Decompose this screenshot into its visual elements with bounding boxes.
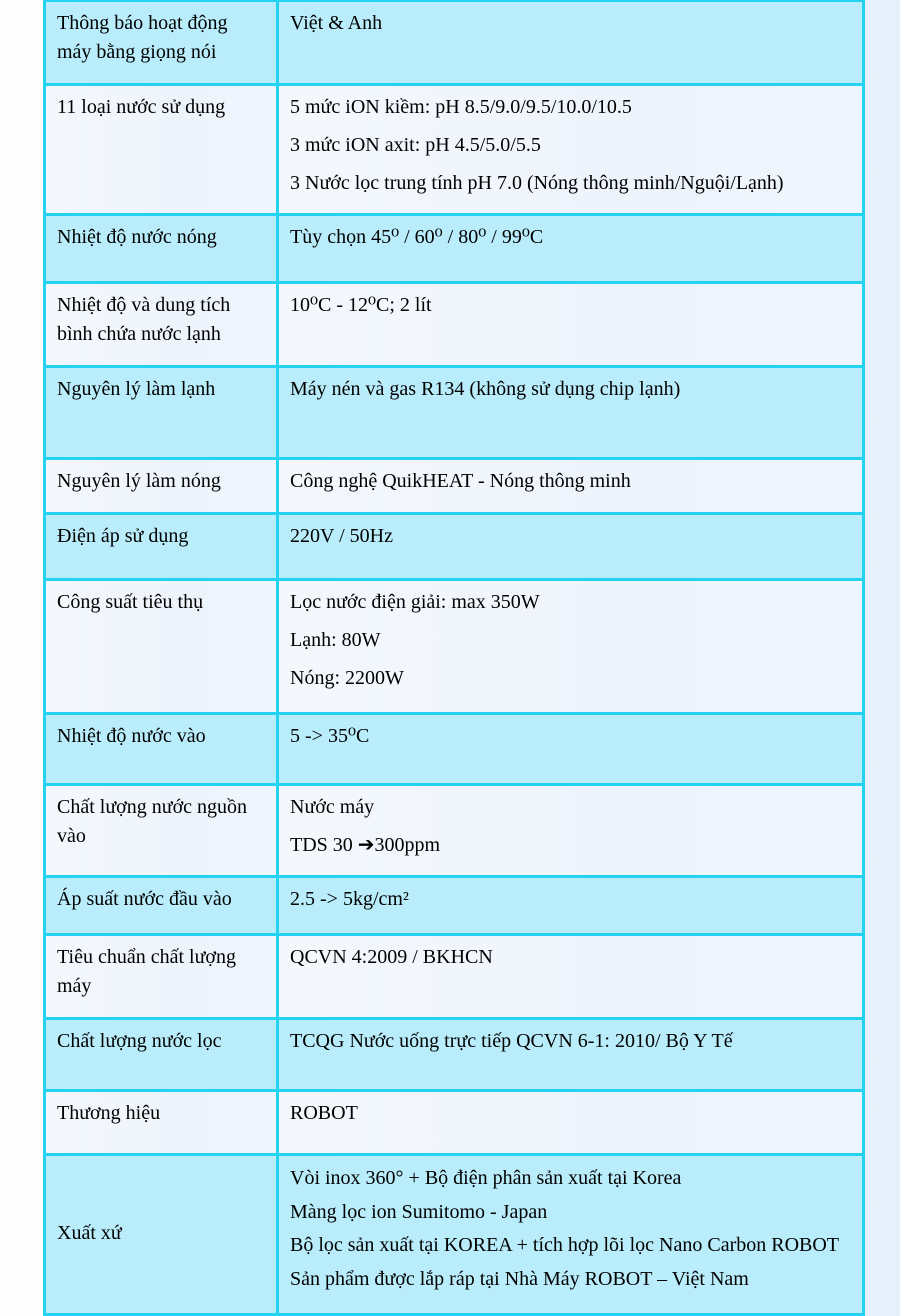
spec-label-cell bbox=[46, 2, 279, 83]
spec-value: Máy nén và gas R134 (không sử dụng chip lạnh) bbox=[290, 378, 681, 400]
spec-label-cell bbox=[46, 1092, 279, 1153]
spec-value-cell bbox=[279, 786, 862, 875]
spec-label-cell bbox=[46, 1156, 279, 1313]
spec-value-cell bbox=[279, 878, 862, 933]
spec-label: Nhiệt độ nước vào bbox=[57, 725, 206, 747]
spec-value: Nóng: 2200W bbox=[290, 667, 404, 689]
spec-value: 5 -> 35⁰C bbox=[290, 725, 370, 747]
spec-row-machine-quality-standard bbox=[46, 933, 862, 1017]
spec-value-cell bbox=[279, 86, 862, 213]
spec-label: Chất lượng nước lọc bbox=[57, 1030, 222, 1052]
spec-label: Nhiệt độ và dung tích bình chứa nước lạnh bbox=[57, 294, 231, 345]
spec-label-cell bbox=[46, 786, 279, 875]
spec-row-cold-tank bbox=[46, 281, 862, 365]
spec-row-inlet-temperature bbox=[46, 712, 862, 783]
spec-value-cell bbox=[279, 216, 862, 281]
spec-row-brand bbox=[46, 1089, 862, 1153]
spec-value: Vòi inox 360° + Bộ điện phân sản xuất tại Korea bbox=[290, 1167, 682, 1189]
spec-label: Điện áp sử dụng bbox=[57, 525, 189, 547]
spec-value: Tùy chọn 45⁰ / 60⁰ / 80⁰ / 99⁰C bbox=[290, 226, 544, 248]
spec-label-cell bbox=[46, 368, 279, 457]
spec-value: QCVN 4:2009 / BKHCN bbox=[290, 946, 493, 968]
spec-label-cell bbox=[46, 515, 279, 578]
spec-label-cell bbox=[46, 284, 279, 365]
spec-label: Chất lượng nước nguồn vào bbox=[57, 796, 248, 847]
spec-label: Công suất tiêu thụ bbox=[57, 591, 204, 613]
spec-row-source-water-quality bbox=[46, 783, 862, 875]
spec-label: Nguyên lý làm nóng bbox=[57, 470, 221, 492]
spec-value: ROBOT bbox=[290, 1102, 358, 1124]
spec-value-cell bbox=[279, 1092, 862, 1153]
spec-label-cell bbox=[46, 936, 279, 1017]
spec-value-cell bbox=[279, 1020, 862, 1089]
spec-value: TDS 30 ➔300ppm bbox=[290, 834, 441, 856]
spec-value: Màng lọc ion Sumitomo - Japan bbox=[290, 1200, 548, 1223]
spec-label: Nhiệt độ nước nóng bbox=[57, 226, 217, 248]
spec-value: TCQG Nước uống trực tiếp QCVN 6-1: 2010/ Bộ Y Tế bbox=[290, 1030, 733, 1052]
spec-row-water-types bbox=[46, 83, 862, 213]
spec-row-cooling-principle bbox=[46, 365, 862, 457]
spec-value-cell bbox=[279, 284, 862, 365]
spec-label-cell bbox=[46, 1020, 279, 1089]
spec-row-voice-notification bbox=[46, 2, 862, 83]
spec-label: Nguyên lý làm lạnh bbox=[57, 378, 216, 400]
spec-value: 5 mức iON kiềm: pH 8.5/9.0/9.5/10.0/10.5 bbox=[290, 96, 632, 118]
spec-label: Thương hiệu bbox=[57, 1102, 161, 1124]
spec-value-cell bbox=[279, 2, 862, 83]
spec-row-inlet-pressure bbox=[46, 875, 862, 933]
spec-row-filtered-water-quality bbox=[46, 1017, 862, 1089]
spec-value: 2.5 -> 5kg/cm² bbox=[290, 888, 409, 910]
spec-label-cell bbox=[46, 581, 279, 712]
product-spec-table bbox=[43, 0, 865, 1316]
spec-label: Xuất xứ bbox=[57, 1222, 122, 1245]
spec-value: Bộ lọc sản xuất tại KOREA + tích hợp lõi lọc Nano Carbon ROBOT bbox=[290, 1234, 840, 1257]
spec-value: 10⁰C - 12⁰C; 2 lít bbox=[290, 294, 432, 316]
spec-label: 11 loại nước sử dụng bbox=[57, 96, 226, 118]
spec-value: 3 mức iON axit: pH 4.5/5.0/5.5 bbox=[290, 134, 541, 156]
spec-value: Việt & Anh bbox=[290, 12, 383, 34]
spec-value-cell bbox=[279, 460, 862, 512]
spec-label-cell bbox=[46, 216, 279, 281]
spec-value-cell bbox=[279, 1156, 862, 1313]
spec-value: Lạnh: 80W bbox=[290, 629, 381, 651]
spec-value-cell bbox=[279, 515, 862, 578]
spec-value: Sản phẩm được lắp ráp tại Nhà Máy ROBOT – Việt Nam bbox=[290, 1267, 749, 1290]
spec-label: Tiêu chuẩn chất lượng máy bbox=[57, 946, 236, 997]
spec-label-cell bbox=[46, 878, 279, 933]
spec-value-cell bbox=[279, 368, 862, 457]
spec-label-cell bbox=[46, 460, 279, 512]
spec-row-hot-temperature bbox=[46, 213, 862, 281]
spec-row-voltage bbox=[46, 512, 862, 578]
spec-row-origin bbox=[46, 1153, 862, 1313]
spec-value-cell bbox=[279, 581, 862, 712]
spec-value: Lọc nước điện giải: max 350W bbox=[290, 591, 540, 613]
spec-label: Thông báo hoạt động máy bằng giọng nói bbox=[57, 12, 228, 63]
spec-label-cell bbox=[46, 86, 279, 213]
spec-value: 3 Nước lọc trung tính pH 7.0 (Nóng thông minh/Nguội/Lạnh) bbox=[290, 172, 784, 194]
spec-value-cell bbox=[279, 715, 862, 783]
spec-row-power-consumption bbox=[46, 578, 862, 712]
spec-value: Công nghệ QuikHEAT - Nóng thông minh bbox=[290, 470, 631, 492]
spec-label-cell bbox=[46, 715, 279, 783]
spec-value: Nước máy bbox=[290, 796, 375, 818]
spec-value: 220V / 50Hz bbox=[290, 525, 393, 547]
spec-value-cell bbox=[279, 936, 862, 1017]
spec-label: Áp suất nước đầu vào bbox=[57, 888, 232, 910]
spec-row-heating-principle bbox=[46, 457, 862, 512]
